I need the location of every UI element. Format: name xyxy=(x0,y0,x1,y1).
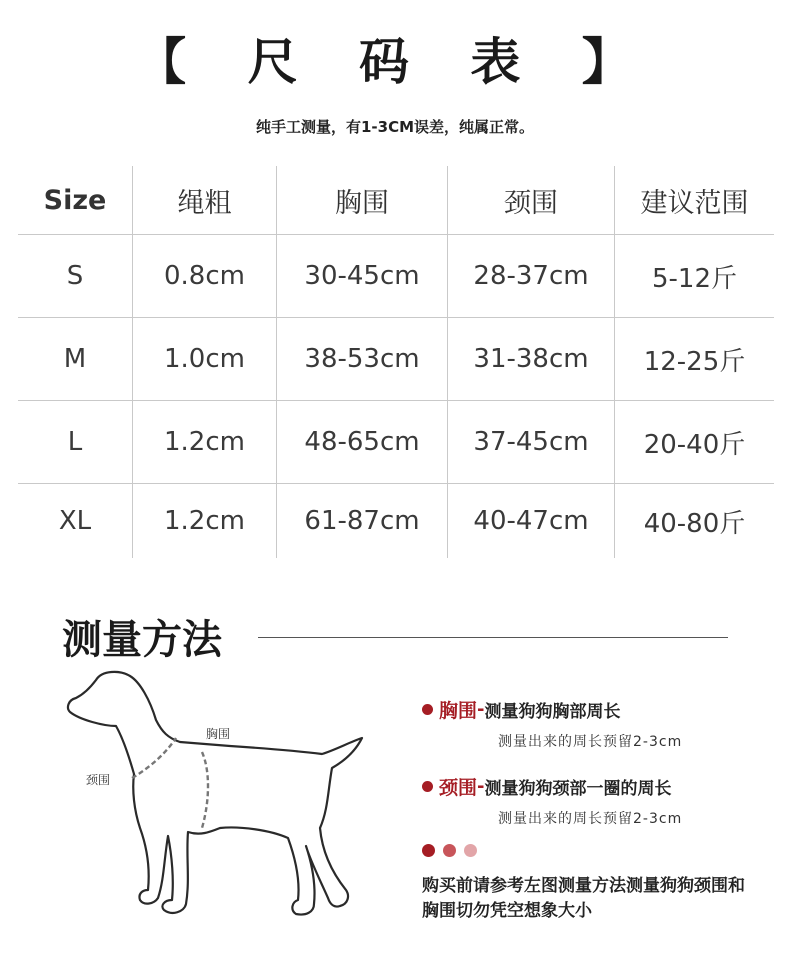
method-divider xyxy=(258,637,728,638)
header-chest: 胸围 xyxy=(277,166,448,235)
dot-icon xyxy=(443,844,456,857)
cell-neck: 28-37cm xyxy=(448,235,615,318)
note-dash: - xyxy=(477,776,485,797)
dog-illustration xyxy=(60,660,380,930)
table-row xyxy=(18,235,774,318)
measure-notes xyxy=(422,696,782,828)
header-range: 建议范围 xyxy=(615,166,775,235)
method-title: 测量方法 xyxy=(62,617,222,663)
neck-measure-line xyxy=(132,738,176,778)
note-chest xyxy=(422,696,782,751)
cell-rope: 0.8cm xyxy=(133,235,277,318)
cell-rope: 1.0cm xyxy=(133,318,277,401)
cell-neck: 37-45cm xyxy=(448,401,615,484)
cell-neck: 31-38cm xyxy=(448,318,615,401)
cell-range: 5-12斤 xyxy=(615,235,775,318)
red-dot-icon xyxy=(422,704,433,715)
cell-rope: 1.2cm xyxy=(133,484,277,559)
size-table xyxy=(18,166,774,558)
table-row xyxy=(18,401,774,484)
page-title: 【 尺 码 表 】 xyxy=(136,33,654,91)
cell-rope: 1.2cm xyxy=(133,401,277,484)
cell-chest: 48-65cm xyxy=(277,401,448,484)
cell-chest: 30-45cm xyxy=(277,235,448,318)
note-key: 颈围 xyxy=(439,777,478,799)
header-neck: 颈围 xyxy=(448,166,615,235)
note-neck xyxy=(422,773,782,828)
cell-size: XL xyxy=(58,506,92,536)
dog-outline xyxy=(68,672,362,915)
table-header-row xyxy=(18,166,774,235)
decorative-dots xyxy=(422,844,477,857)
chest-measure-line xyxy=(202,752,208,828)
header-size: Size xyxy=(18,166,133,235)
cell-size: L xyxy=(18,401,133,484)
neck-label: 颈围 xyxy=(86,773,111,787)
bottom-note: 购买前请参考左图测量方法测量狗狗颈围和胸围切勿凭空想象大小 xyxy=(422,876,745,921)
cell-neck: 40-47cm xyxy=(448,484,615,559)
cell-range: 12-25斤 xyxy=(615,318,775,401)
header-rope: 绳粗 xyxy=(133,166,277,235)
page-subtitle: 纯手工测量，有1-3CM误差，纯属正常。 xyxy=(255,118,535,136)
note-sub: 测量出来的周长预留2-3cm xyxy=(498,811,683,827)
cell-size: M xyxy=(18,318,133,401)
table-row xyxy=(18,484,774,559)
note-desc: 测量狗狗胸部周长 xyxy=(484,702,621,722)
table-row xyxy=(18,318,774,401)
cell-chest: 38-53cm xyxy=(277,318,448,401)
note-sub: 测量出来的周长预留2-3cm xyxy=(498,734,683,750)
note-dash: - xyxy=(477,699,485,720)
cell-size: S xyxy=(18,235,133,318)
note-desc: 测量狗狗颈部一圈的周长 xyxy=(484,779,672,799)
dot-icon xyxy=(464,844,477,857)
cell-range: 20-40斤 xyxy=(615,401,775,484)
cell-chest: 61-87cm xyxy=(277,484,448,559)
cell-range: 40-80斤 xyxy=(615,484,775,559)
chest-label: 胸围 xyxy=(206,727,231,741)
note-key: 胸围 xyxy=(439,700,478,722)
red-dot-icon xyxy=(422,781,433,792)
dot-icon xyxy=(422,844,435,857)
